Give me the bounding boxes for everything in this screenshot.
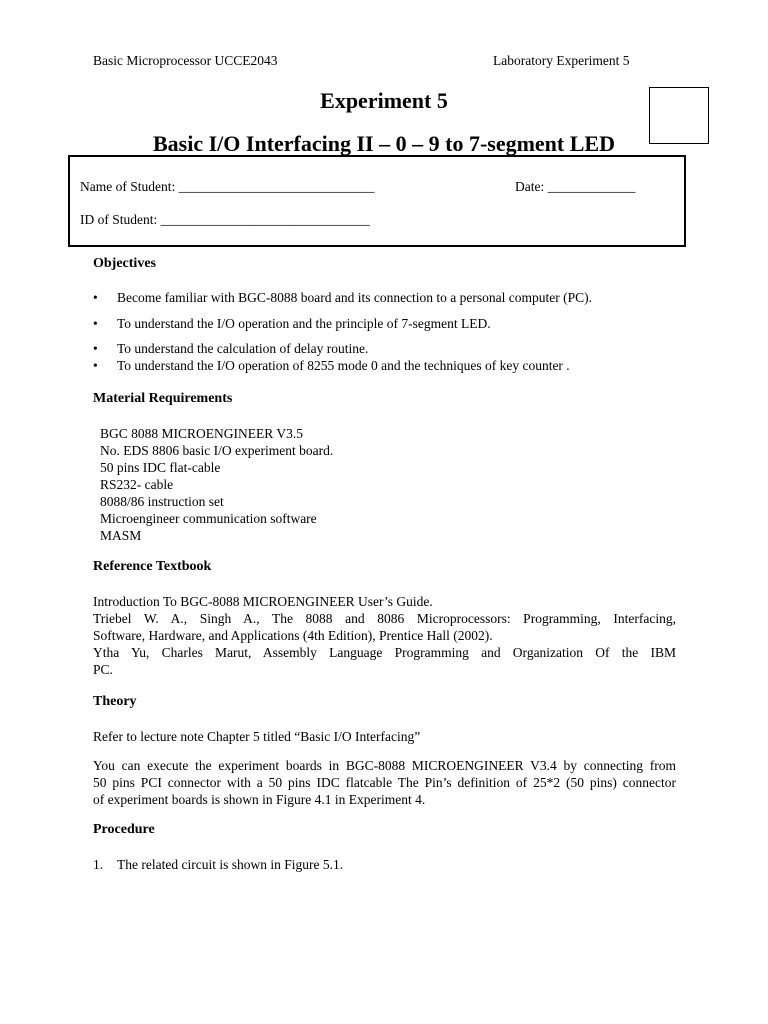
procedure-text: The related circuit is shown in Figure 5.1. bbox=[117, 857, 344, 872]
reference-list bbox=[93, 593, 676, 678]
experiment-subtitle: Basic I/O Interfacing II – 0 – 9 to 7-segment LED bbox=[153, 131, 615, 156]
reference-line: Software, Hardware, and Applications (4th Edition), Prentice Hall (2002). bbox=[93, 628, 493, 643]
list-item: No. EDS 8806 basic I/O experiment board. bbox=[100, 443, 334, 458]
objective-item bbox=[93, 341, 368, 357]
bullet: • bbox=[93, 358, 98, 373]
materials-list bbox=[100, 425, 333, 544]
materials-heading: Material Requirements bbox=[93, 391, 233, 406]
theory-line: 50 pins PCI connector with a 50 pins IDC flatcable The Pin’s definition of 25*2 (50 pins) connector bbox=[93, 775, 676, 790]
header-course: Basic Microprocessor UCCE2043 bbox=[93, 53, 278, 68]
list-item: BGC 8088 MICROENGINEER V3.5 bbox=[100, 426, 304, 441]
reference-line: Triebel W. A., Singh A., The 8088 and 8086 Microprocessors: Programming, Interfacing, bbox=[93, 611, 676, 626]
theory-line: of experiment boards is shown in Figure 4.1 in Experiment 4. bbox=[93, 792, 426, 807]
marks-box bbox=[649, 87, 709, 144]
objective-text: To understand the calculation of delay routine. bbox=[117, 341, 369, 356]
reference-line: Introduction To BGC-8088 MICROENGINEER User’s Guide. bbox=[93, 594, 433, 609]
objective-item bbox=[93, 358, 570, 374]
procedure-item bbox=[93, 857, 343, 873]
list-item: 8088/86 instruction set bbox=[100, 494, 224, 509]
objective-item bbox=[93, 316, 491, 332]
student-info-box bbox=[68, 155, 686, 247]
reference-line: PC. bbox=[93, 662, 113, 677]
student-name-field[interactable]: Name of Student: _____________________________ bbox=[80, 179, 375, 194]
header-lab: Laboratory Experiment 5 bbox=[493, 53, 630, 68]
objectives-heading: Objectives bbox=[93, 256, 156, 271]
date-field[interactable]: Date: _____________ bbox=[515, 179, 636, 194]
theory-heading: Theory bbox=[93, 694, 137, 709]
procedure-number: 1. bbox=[93, 857, 104, 872]
list-item: MASM bbox=[100, 528, 142, 543]
reference-line: Ytha Yu, Charles Marut, Assembly Language Programming and Organization Of the IBM bbox=[93, 645, 676, 660]
objective-text: To understand the I/O operation of 8255 mode 0 and the techniques of key counter . bbox=[117, 358, 570, 373]
list-item: Microengineer communication software bbox=[100, 511, 317, 526]
theory-line: You can execute the experiment boards in BGC-8088 MICROENGINEER V3.4 by connecting from bbox=[93, 758, 676, 773]
objective-text: Become familiar with BGC-8088 board and its connection to a personal computer (PC). bbox=[117, 290, 593, 305]
procedure-heading: Procedure bbox=[93, 822, 155, 837]
list-item: RS232- cable bbox=[100, 477, 174, 492]
reference-heading: Reference Textbook bbox=[93, 559, 212, 574]
experiment-title: Experiment 5 bbox=[320, 88, 448, 113]
objective-item bbox=[93, 290, 592, 306]
bullet: • bbox=[93, 290, 98, 305]
bullet: • bbox=[93, 316, 98, 331]
theory-paragraph-2 bbox=[93, 757, 676, 808]
objective-text: To understand the I/O operation and the principle of 7-segment LED. bbox=[117, 316, 491, 331]
theory-paragraph-1: Refer to lecture note Chapter 5 titled “Basic I/O Interfacing” bbox=[93, 729, 421, 744]
student-id-field[interactable]: ID of Student: _______________________________ bbox=[80, 212, 370, 227]
list-item: 50 pins IDC flat-cable bbox=[100, 460, 221, 475]
bullet: • bbox=[93, 341, 98, 356]
